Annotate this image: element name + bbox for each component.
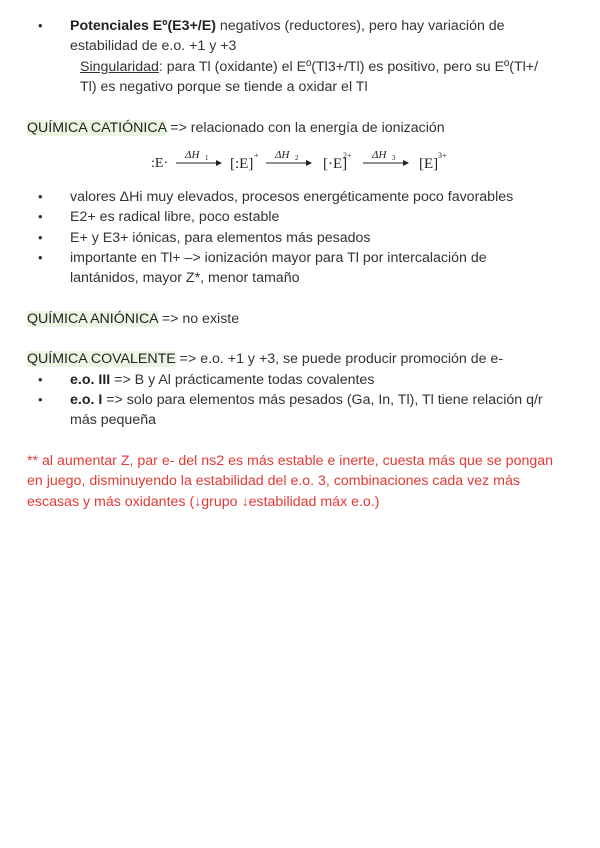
- bullet-marker: •: [38, 392, 43, 407]
- arrow-1-sub: 1: [205, 154, 209, 162]
- species-cation2-charge: 2+: [343, 151, 352, 160]
- arrow-1-label: ΔH: [185, 149, 200, 161]
- species-cation1-charge: +: [254, 151, 259, 160]
- cationica-bullet-text: E2+ es radical libre, poco estable: [70, 209, 280, 225]
- covalente-bullet-bold: e.o. III: [70, 372, 111, 388]
- anionica-heading-line: [27, 309, 239, 329]
- cationica-heading-line: [27, 118, 445, 138]
- covalente-bullet-text: => B y Al prácticamente todas covalentes: [110, 372, 375, 388]
- singularidad-text-2: Tl) es negativo porque se tiende a oxidar el Tl: [80, 79, 368, 95]
- bullet-marker: •: [38, 250, 43, 265]
- species-cation2: [·E]: [323, 156, 348, 172]
- species-cation3-charge: 3+: [438, 151, 447, 160]
- covalente-bullet-text: => solo para elementos más pesados (Ga, In, Tl), Tl tiene relación q/r más pequeña: [70, 392, 543, 428]
- arrow-3-sub: 3: [392, 154, 396, 162]
- potenciales-bold: Potenciales Eº(E3+/E): [70, 18, 216, 34]
- arrow-2-sub: 2: [295, 154, 299, 162]
- species-cation1: [:E]: [230, 156, 254, 172]
- covalente-heading-line: [27, 349, 503, 369]
- species-neutral: :E·: [151, 156, 169, 171]
- anionica-heading: QUÍMICA ANIÓNICA: [27, 311, 158, 327]
- covalente-bullet-bold: e.o. I: [70, 392, 103, 408]
- bullet-marker: •: [38, 372, 43, 387]
- cationica-bullet-text: importante en Tl+ –> ionización mayor para Tl por intercalación de lantánidos, mayor Z*, menor tamaño: [70, 250, 487, 286]
- bullet-marker: •: [38, 209, 43, 224]
- singularidad-text-1: : para Tl (oxidante) el Eº(Tl3+/Tl) es positivo, pero su Eº(Tl+/: [158, 59, 539, 75]
- ionization-scheme-svg: [143, 146, 463, 180]
- singularidad-label: Singularidad: [80, 59, 159, 75]
- bullet-marker: •: [38, 189, 43, 204]
- arrow-3-label: ΔH: [372, 149, 387, 161]
- cationica-bullet-text: E+ y E3+ iónicas, para elementos más pesados: [70, 230, 371, 246]
- covalente-heading-rest: => e.o. +1 y +3, se puede producir promoción de e-: [175, 351, 504, 367]
- covalente-heading: QUÍMICA COVALENTE: [27, 351, 176, 367]
- bullet-marker: •: [38, 18, 43, 33]
- cationica-bullet-text: valores ΔHi muy elevados, procesos energéticamente poco favorables: [70, 189, 514, 205]
- potenciales-text: negativos (reductores), pero hay variación de estabilidad de e.o. +1 y +3: [70, 18, 505, 54]
- species-cation3: [E]: [419, 156, 439, 172]
- cationica-heading: QUÍMICA CATIÓNICA: [27, 120, 167, 136]
- bullet-marker: •: [38, 230, 43, 245]
- note-paragraph: ** al aumentar Z, par e- del ns2 es más estable e inerte, cuesta más que se pongan en juego, disminuyendo la estabilidad del e.o. 3, combinaciones cada vez más escasas y más oxidantes (↓grupo ↓estabilidad máx e.o.): [27, 453, 554, 510]
- anionica-heading-rest: => no existe: [157, 311, 240, 327]
- arrow-2-label: ΔH: [275, 149, 290, 161]
- cationica-heading-rest: => relacionado con la energía de ionización: [166, 120, 445, 136]
- ionization-scheme: [143, 146, 463, 180]
